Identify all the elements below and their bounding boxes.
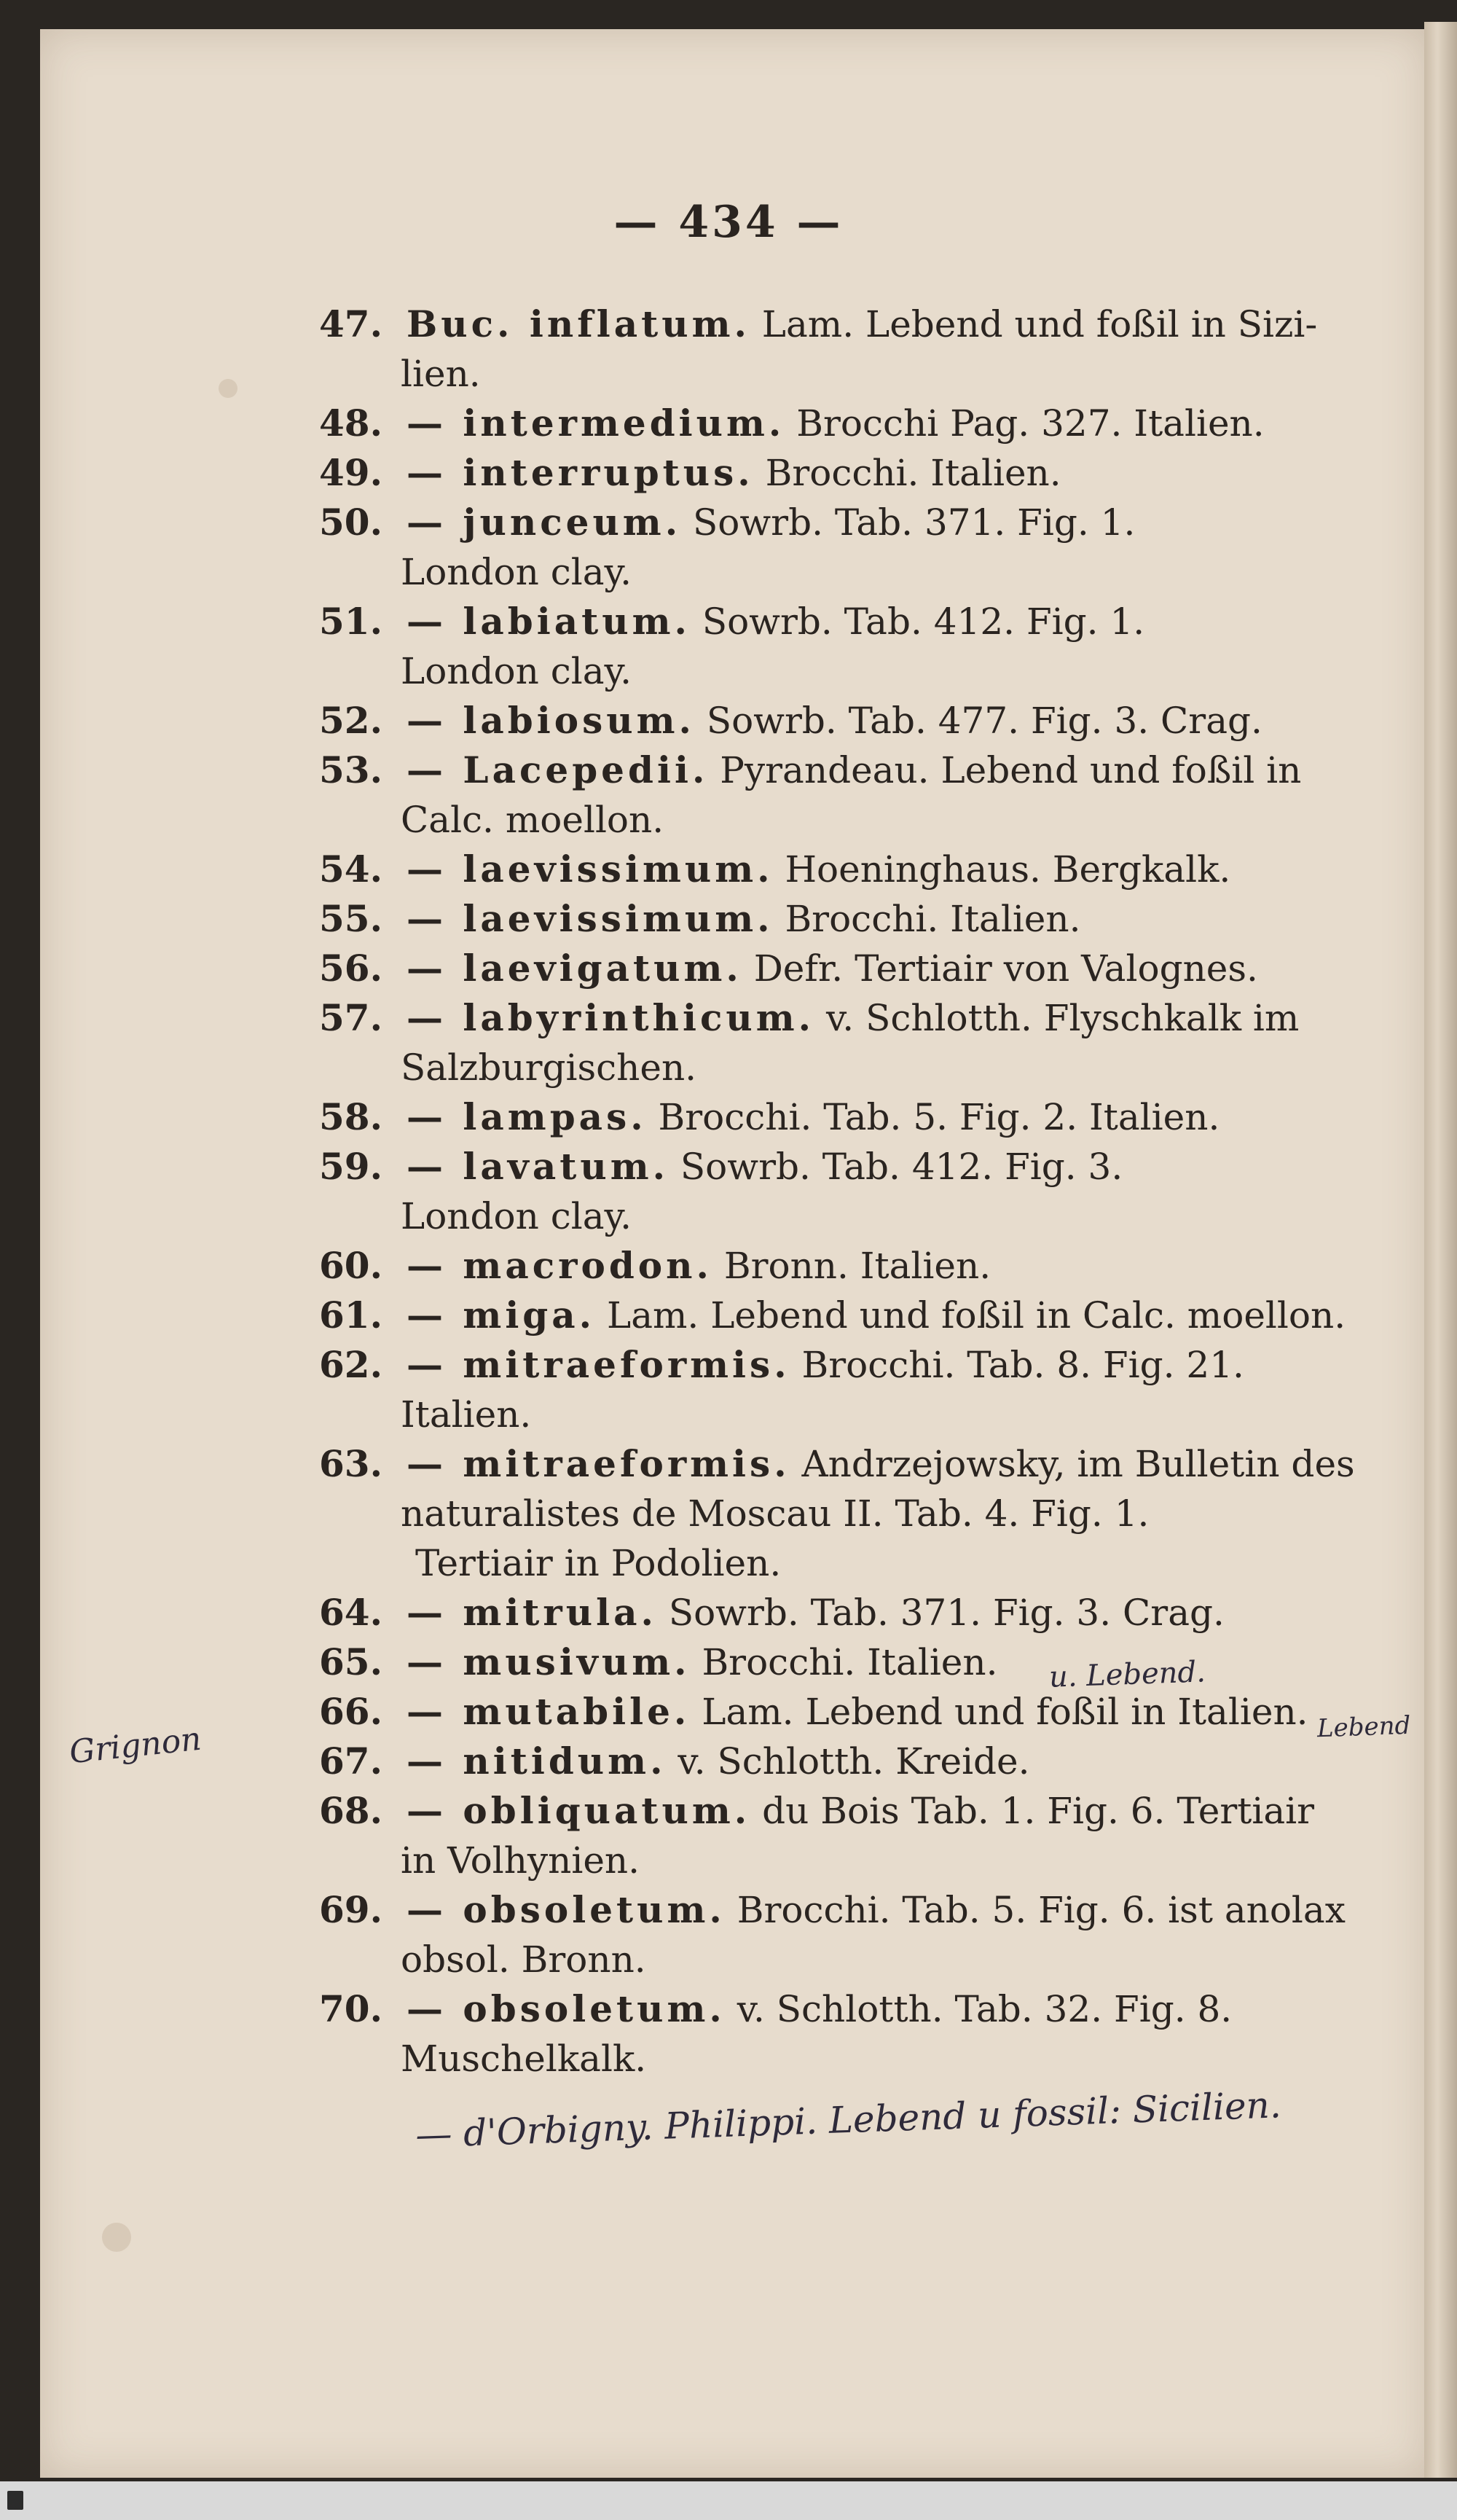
entry-reference: Lam. Lebend und foßil in Sizi-	[761, 303, 1318, 345]
species-name: — labiatum.	[407, 600, 691, 643]
entry-line	[319, 893, 1081, 944]
entry-continuation: London clay.	[401, 650, 632, 692]
entry-number: 65.	[319, 1640, 382, 1683]
entry-continuation: Calc. moellon.	[401, 799, 664, 841]
entry-number: 69.	[319, 1888, 382, 1931]
entry-number: 58.	[319, 1095, 382, 1138]
entry-reference: Sowrb. Tab. 477. Fig. 3. Crag.	[706, 700, 1262, 742]
paper-stain	[219, 379, 237, 398]
species-name: — nitidum.	[407, 1740, 667, 1783]
entry-line	[319, 844, 1230, 895]
entry-number: 54.	[319, 848, 382, 891]
entry-line	[319, 497, 1135, 548]
entry-number: 48.	[319, 402, 382, 445]
species-name: — obliquatum.	[407, 1789, 751, 1832]
species-name: — labyrinthicum.	[407, 996, 815, 1039]
entry-line	[319, 398, 1265, 449]
species-name: — musivum.	[407, 1640, 691, 1683]
entry-reference: Brocchi. Tab. 5. Fig. 2. Italien.	[658, 1096, 1220, 1138]
entry-line	[319, 1984, 1232, 2035]
entry-continuation: London clay.	[401, 1195, 632, 1237]
entry-line	[319, 299, 1317, 350]
entry-line	[319, 1587, 1225, 1638]
species-name: — obsoletum.	[407, 1888, 726, 1931]
entry-line	[319, 1785, 1314, 1836]
entry-continuation: Muschelkalk.	[401, 2038, 647, 2080]
entry-number: 61.	[319, 1294, 382, 1337]
entry-number: 64.	[319, 1591, 382, 1634]
handwritten-margin-note: Grignon	[67, 1720, 203, 1772]
entry-number: 50.	[319, 501, 382, 544]
entry-reference: Sowrb. Tab. 371. Fig. 1.	[693, 501, 1136, 544]
entry-reference: v. Schlotth. Kreide.	[678, 1740, 1030, 1783]
entry-reference: Defr. Tertiair von Valognes.	[753, 947, 1258, 990]
entry-reference: Brocchi. Tab. 5. Fig. 6. ist anolax	[737, 1889, 1346, 1931]
entry-continuation: London clay.	[401, 551, 632, 593]
entry-reference: Sowrb. Tab. 412. Fig. 3.	[680, 1146, 1123, 1188]
entry-continuation: naturalistes de Moscau II. Tab. 4. Fig. 1.	[401, 1492, 1150, 1535]
entry-number: 52.	[319, 699, 382, 742]
entry-number: 68.	[319, 1789, 382, 1832]
page-gutter	[1424, 22, 1457, 2478]
entry-number: 53.	[319, 748, 382, 791]
handwritten-margin-note: Lebend	[1316, 1710, 1411, 1744]
species-name: — obsoletum.	[407, 1987, 726, 2030]
species-name: — lampas.	[407, 1095, 647, 1138]
species-name: — intermedium.	[407, 402, 785, 445]
entry-continuation: lien.	[401, 353, 481, 395]
entry-number: 67.	[319, 1740, 382, 1783]
entry-number: 63.	[319, 1442, 382, 1485]
species-name: Buc. inflatum.	[407, 302, 750, 345]
paper-stain	[102, 2223, 131, 2252]
entry-line	[319, 1686, 1308, 1737]
species-name: — laevissimum.	[407, 848, 774, 891]
viewer-bottom-bar	[0, 2481, 1457, 2520]
handwritten-bottom-note: — d'Orbigny. Philippi. Lebend u fossil: Sicilien.	[415, 2083, 1282, 2156]
entry-line	[319, 1092, 1220, 1143]
entry-line	[319, 993, 1299, 1044]
entry-number: 59.	[319, 1145, 382, 1188]
entry-reference: v. Schlotth. Tab. 32. Fig. 8.	[737, 1988, 1233, 2030]
entry-continuation: Tertiair in Podolien.	[415, 1542, 782, 1584]
entry-line	[319, 745, 1301, 796]
entry-reference: Hoeninghaus. Bergkalk.	[785, 848, 1231, 891]
species-name: — miga.	[407, 1294, 596, 1337]
entry-continuation: Italien.	[401, 1393, 532, 1436]
entry-line	[319, 447, 1061, 498]
entry-reference: Lam. Lebend und foßil in Italien.	[702, 1691, 1308, 1733]
entry-reference: Brocchi. Italien.	[702, 1641, 998, 1683]
page-number: — 434 —	[613, 197, 844, 248]
entry-line	[319, 943, 1258, 994]
entry-line	[319, 1439, 1355, 1490]
species-name: — laevissimum.	[407, 897, 774, 940]
entry-reference: Sowrb. Tab. 371. Fig. 3. Crag.	[668, 1592, 1225, 1634]
species-name: — mutabile.	[407, 1690, 691, 1733]
species-name: — junceum.	[407, 501, 682, 544]
species-name: — labiosum.	[407, 699, 695, 742]
entry-number: 57.	[319, 996, 382, 1039]
species-name: — mitraeformis.	[407, 1343, 790, 1386]
species-name: — Lacepedii.	[407, 748, 709, 791]
handwritten-inline-note: u. Lebend.	[1048, 1655, 1206, 1694]
entry-number: 60.	[319, 1244, 382, 1287]
entry-continuation: Salzburgischen.	[401, 1046, 697, 1089]
entry-reference: Brocchi. Italien.	[785, 898, 1081, 940]
entry-line	[319, 1885, 1346, 1936]
entry-continuation: in Volhynien.	[401, 1839, 640, 1882]
entry-reference: Brocchi Pag. 327. Italien.	[796, 402, 1265, 445]
entry-reference: du Bois Tab. 1. Fig. 6. Tertiair	[762, 1790, 1315, 1832]
entry-line	[319, 1240, 991, 1291]
entry-line	[319, 1736, 1030, 1787]
entry-line	[319, 1290, 1346, 1341]
entry-number: 70.	[319, 1987, 382, 2030]
entry-line	[319, 596, 1144, 647]
entry-reference: v. Schlotth. Flyschkalk im	[825, 997, 1300, 1039]
entry-number: 66.	[319, 1690, 382, 1733]
entry-reference: Bronn. Italien.	[723, 1245, 991, 1287]
entry-number: 51.	[319, 600, 382, 643]
entry-number: 56.	[319, 947, 382, 990]
entry-number: 55.	[319, 897, 382, 940]
entry-number: 47.	[319, 302, 382, 345]
entry-continuation: obsol. Bronn.	[401, 1938, 646, 1981]
entry-line	[319, 1339, 1244, 1390]
entry-line	[319, 695, 1262, 746]
entry-line	[319, 1637, 998, 1688]
entry-reference: Andrzejowsky, im Bulletin des	[801, 1443, 1355, 1485]
entry-reference: Brocchi. Italien.	[765, 452, 1061, 494]
species-name: — lavatum.	[407, 1145, 669, 1188]
entry-number: 49.	[319, 451, 382, 494]
species-name: — macrodon.	[407, 1244, 712, 1287]
entry-reference: Lam. Lebend und foßil in Calc. moellon.	[606, 1294, 1346, 1337]
library-logo-icon	[7, 2491, 23, 2510]
species-name: — mitrula.	[407, 1591, 657, 1634]
species-name: — laevigatum.	[407, 947, 742, 990]
species-name: — interruptus.	[407, 451, 754, 494]
entry-number: 62.	[319, 1343, 382, 1386]
entry-reference: Brocchi. Tab. 8. Fig. 21.	[801, 1344, 1244, 1386]
entry-reference: Pyrandeau. Lebend und foßil in	[720, 749, 1302, 791]
species-name: — mitraeformis.	[407, 1442, 790, 1485]
entry-reference: Sowrb. Tab. 412. Fig. 1.	[702, 600, 1145, 643]
entry-line	[319, 1141, 1123, 1192]
